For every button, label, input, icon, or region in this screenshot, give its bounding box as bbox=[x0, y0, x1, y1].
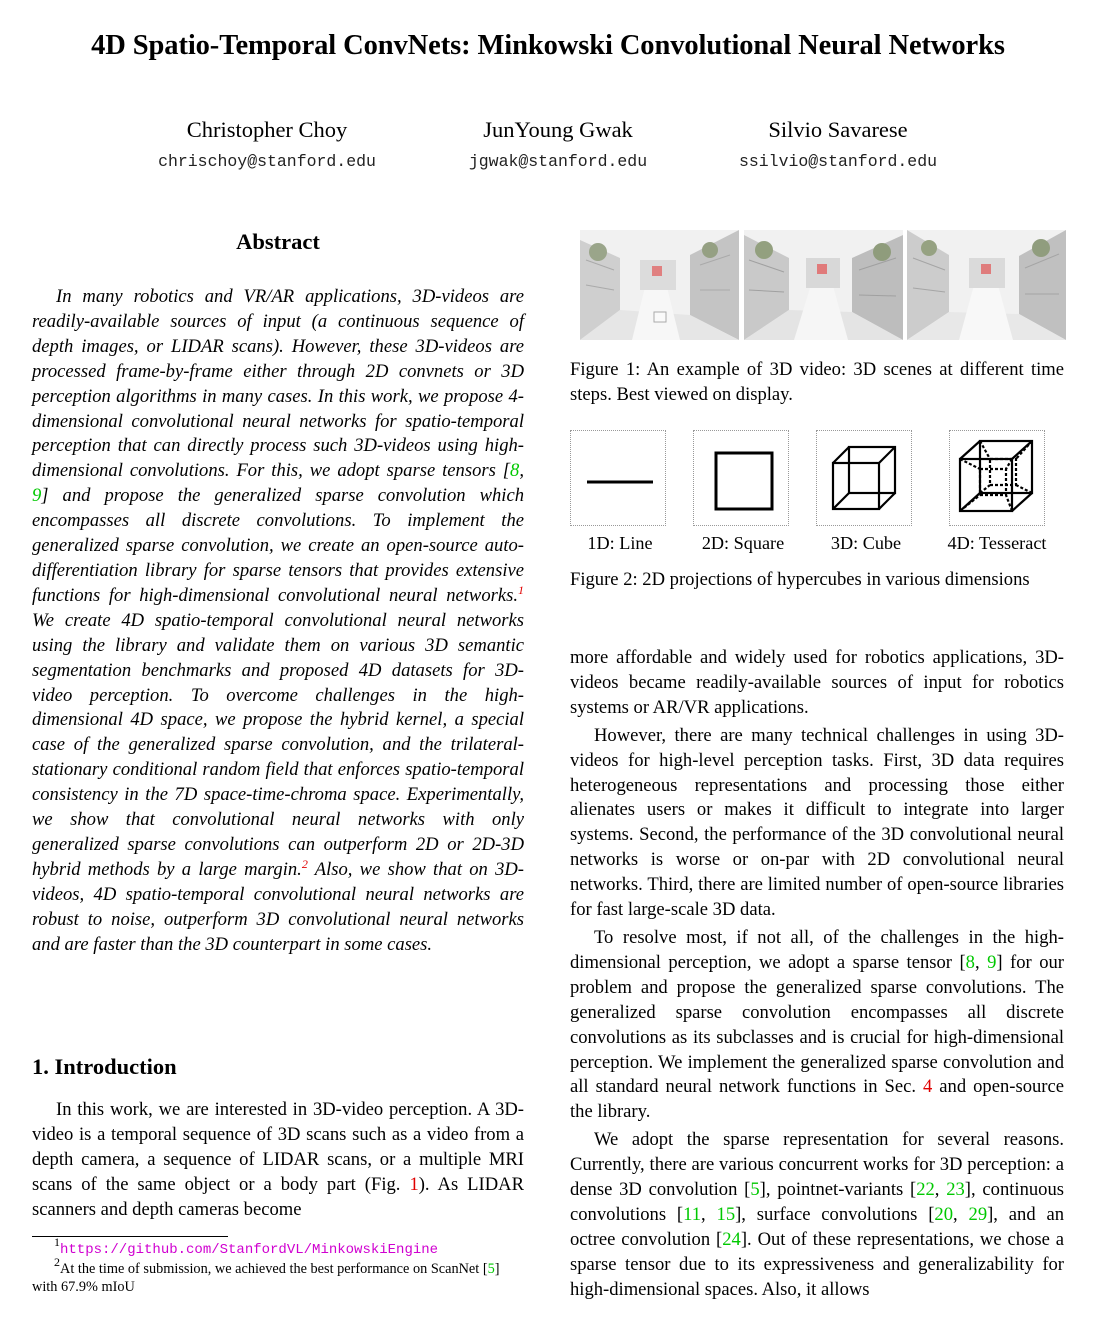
author-name: Christopher Choy bbox=[186, 117, 348, 142]
citation-link[interactable]: 22 bbox=[916, 1179, 935, 1201]
intro-text: In this work, we are interested in 3D-video perception. A 3D-video is a temporal sequence of 3D scans such as a video from a depth camera, a sequence of LIDAR scans, or a multiple MRI scans of the same object or a body part (Fig. 1). As LIDAR scanners and depth cameras become bbox=[32, 1099, 524, 1220]
footnote-rule bbox=[32, 1236, 228, 1237]
abstract-heading: Abstract bbox=[236, 229, 320, 254]
author-name: JunYoung Gwak bbox=[483, 117, 633, 142]
footnote-1: $^1$https://github.com/StanfordVL/MinkowskiEngine bbox=[54, 1235, 439, 1258]
author-email: ssilvio@stanford.edu bbox=[738, 152, 938, 171]
figure-1-caption: Figure 1: An example of 3D video: 3D scenes at different time steps. Best viewed on display. bbox=[570, 359, 1064, 405]
citation-link[interactable]: 11 bbox=[683, 1203, 702, 1225]
scene-frame-2 bbox=[744, 230, 903, 340]
citation-link[interactable]: 5 bbox=[750, 1179, 760, 1201]
figure-2-caption: Figure 2: 2D projections of hypercubes in various dimensions bbox=[570, 569, 1030, 590]
footnote-2: $^2$At the time of submission, we achieved the best performance on ScanNet [5] with 67.9% mIoU bbox=[32, 1255, 500, 1295]
section-heading: 1. Introduction bbox=[32, 1054, 177, 1079]
author-email: chrischoy@stanford.edu bbox=[158, 152, 376, 171]
abstract-text: In many robotics and VR/AR applications, 3D-videos are readily-available sources of input (a continuous sequence of depth images, or LIDAR scans). However, these 3D-videos are processed frame-by-frame either through 2D convnets or 3D perception algorithms in many cases. In this work, we propose 4-dimensional convolutional neural networks for spatio-temporal perception that can directly process such 3D-videos using high-dimensional convolutions. For this, we adopt sparse tensors [8, 9] and propose the generalized sparse convolution which encompasses all discrete convolutions. To implement the generalized sparse convolution, we create an open-source auto-differentiation library for sparse tensors that provides extensive functions for high-dimensional convolutional neural networks.$^1$ We create 4D spatio-temporal convolutional neural networks using the library and validate them on various 3D semantic segmentation benchmarks and proposed 4D datasets for 3D-video perception. To overcome challenges in the high-dimensional 4D space, we propose the hybrid kernel, a special case of the generalized sparse convolution, and the trilateral-stationary conditional random field that enforces spatio-temporal consistency in the 7D space-time-chroma space. Experimentally, we show that convolutional neural networks with only generalized sparse convolutions can outperform 2D or 2D-3D hybrid methods by a large margin.$^2$ Also, we show that on 3D-videos, 4D spatio-temporal convolutional neural networks are robust to noise, outperform 3D convolutional neural networks and are faster than the 3D counterpart in some cases. bbox=[32, 286, 524, 955]
figure-1-images bbox=[580, 230, 1066, 340]
cube-figure bbox=[816, 430, 912, 526]
author-3 bbox=[703, 116, 973, 173]
paragraph: However, there are many technical challenges in using 3D-videos for high-level perception tasks. First, 3D data requires heterogeneous representations and processing those either alienates users or makes it difficult to integrate into larger systems. Second, the performance of the 3D convolutional neural networks is worse or on-par with 2D convolutional neural networks. Third, there are limited number of open-source libraries for fast large-scale 3D data. bbox=[570, 724, 1064, 921]
citation-link[interactable]: 24 bbox=[722, 1228, 741, 1250]
square-figure bbox=[693, 430, 789, 526]
figure-2-label: 2D: Square bbox=[701, 533, 785, 553]
scene-frame-1 bbox=[580, 230, 739, 340]
paragraph: We adopt the sparse representation for several reasons. Currently, there are various concurrent works for 3D perception: a dense 3D convolution [5], pointnet-variants [22, 23], continuous convolutions [11, 15], surface convolutions [20, 29], and an octree convolution [24]. Out of these representations, we chose a sparse tensor due to its expressiveness and generalizability for high-dimensional spaces. Also, it allows bbox=[570, 1129, 1065, 1300]
citation-link[interactable]: 15 bbox=[716, 1203, 736, 1225]
paragraph: more affordable and widely used for robotics applications, 3D-videos became readily-available sources of input for robotics systems or AR/VR applications. bbox=[570, 647, 1064, 718]
paper-title: 4D Spatio-Temporal ConvNets: Minkowski Convolutional Neural Networks bbox=[91, 30, 1005, 61]
citation-link[interactable]: 20 bbox=[934, 1203, 954, 1225]
right-column-text bbox=[570, 646, 1064, 1306]
author-1 bbox=[132, 116, 402, 173]
footnote-link[interactable]: 1 bbox=[518, 582, 524, 597]
tesseract-figure bbox=[949, 430, 1045, 526]
figure-ref-link[interactable]: 1 bbox=[409, 1173, 419, 1195]
citation-link[interactable]: 9 bbox=[32, 485, 42, 507]
author-name: Silvio Savarese bbox=[768, 117, 908, 142]
author-email: jgwak@stanford.edu bbox=[468, 152, 648, 171]
citation-link[interactable]: 5 bbox=[487, 1261, 495, 1277]
figure-2-label: 1D: Line bbox=[587, 533, 653, 553]
section-ref-link[interactable]: 4 bbox=[923, 1076, 933, 1098]
figure-2-label: 4D: Tesseract bbox=[947, 533, 1047, 553]
footnote-url-link[interactable]: https://github.com/StanfordVL/MinkowskiEngine bbox=[60, 1242, 439, 1258]
scene-frame-3 bbox=[907, 230, 1066, 340]
paragraph: To resolve most, if not all, of the challenges in the high-dimensional perception, we adopt a sparse tensor [8, 9] for our problem and propose the generalized sparse convolutions. The generalized sparse convolution encompasses all discrete convolutions as its subclasses and is crucial for high-dimensional perception. We implement the generalized sparse convolution and all standard neural network functions in Sec. 4 and open-source the library. bbox=[570, 926, 1064, 1123]
citation-link[interactable]: 29 bbox=[968, 1203, 988, 1225]
author-2 bbox=[423, 116, 693, 173]
citation-link[interactable]: 8 bbox=[965, 951, 975, 973]
figure-2-label: 3D: Cube bbox=[830, 533, 902, 553]
citation-link[interactable]: 9 bbox=[987, 951, 997, 973]
citation-link[interactable]: 8 bbox=[510, 460, 520, 482]
line-figure bbox=[570, 430, 666, 526]
footnote-link[interactable]: 2 bbox=[301, 856, 308, 871]
citation-link[interactable]: 23 bbox=[946, 1179, 965, 1201]
